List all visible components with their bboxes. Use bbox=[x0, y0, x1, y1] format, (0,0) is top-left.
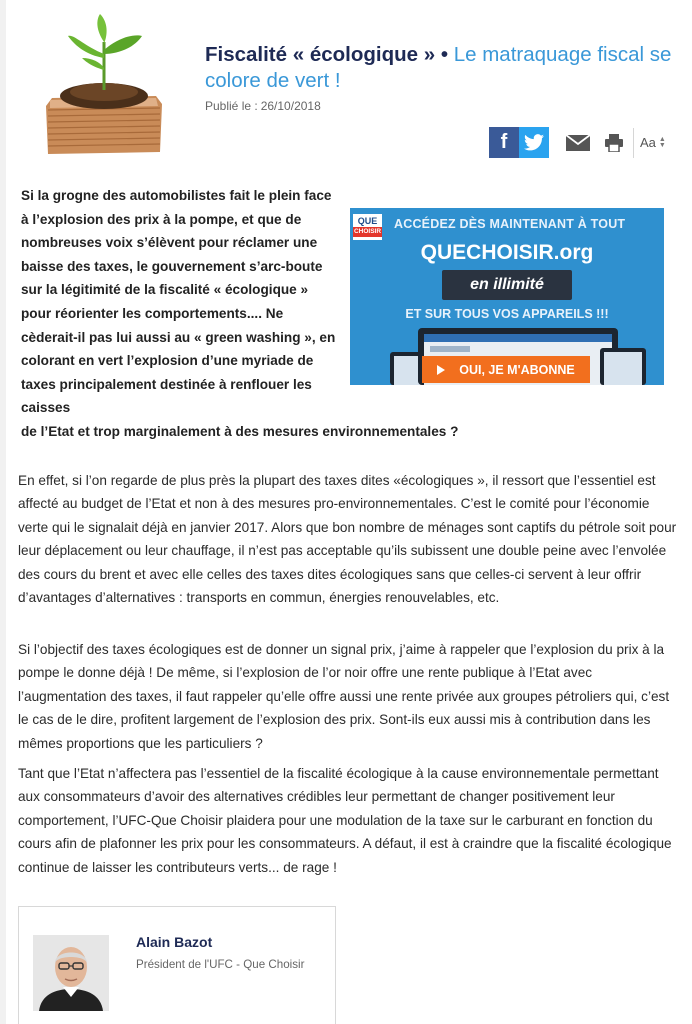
title-separator: • bbox=[440, 43, 449, 66]
play-arrow-icon bbox=[437, 365, 445, 375]
author-avatar bbox=[33, 935, 109, 1011]
printer-icon bbox=[604, 134, 624, 152]
font-size-arrows-icon: ▲ ▼ bbox=[658, 135, 666, 149]
subscribe-button[interactable] bbox=[422, 356, 590, 383]
article-lead-wrap bbox=[21, 184, 341, 420]
author-role: Président de l'UFC - Que Choisir bbox=[136, 958, 305, 971]
lead-last-line: de l’Etat et trop marginalement à des mesures environnementales ? bbox=[21, 423, 459, 439]
envelope-icon bbox=[566, 135, 590, 151]
publication-date-label: Publié le : bbox=[205, 99, 258, 113]
lead-segment: Si la grogne des automobilistes fait le plein face à l’explosion des prix à la pompe, et que de nombreuses voix s’élèvent pour réclamer une baisse des taxes, le gouvernement s’arc-boute sur la légitimité de la fiscalité « écologique » pour réorienter les comportements.... Ne cèderait-il pas lui aussi au « green washing », en colorant en vert l’explosion d’une myriade de taxes principalement destinée à renflouer les caisses bbox=[21, 188, 336, 416]
ad-unlimited-badge: en illimité bbox=[442, 270, 572, 300]
facebook-icon: f bbox=[500, 131, 508, 153]
twitter-share-button[interactable] bbox=[519, 127, 549, 158]
facebook-share-button[interactable] bbox=[489, 127, 519, 158]
money-plant-illustration bbox=[44, 6, 164, 158]
article-paragraph-3: Tant que l’Etat n’affectera pas l’essentiel de la fiscalité écologique à la cause environnementale permettant aux consommateurs d’avoir des alternatives crédibles leur permettant de changer positivement leur comportement, l’UFC-Que Choisir plaidera pour une modulation de la taxe sur le carburant en fonction du cours afin de plafonner les prix pour les consommateurs. A défaut, il est à craindre que la fiscalité écologique continue de laisser les contributeurs verts... de rage ! bbox=[18, 766, 672, 875]
logo-text-bottom: CHOISIR bbox=[353, 228, 382, 235]
print-button[interactable] bbox=[599, 127, 629, 158]
ad-brand: QUECHOISIR.org bbox=[420, 241, 594, 264]
font-size-toggle[interactable] bbox=[640, 135, 666, 150]
title-main: Fiscalité « écologique » bbox=[205, 43, 436, 66]
publication-date bbox=[205, 99, 321, 113]
article-title bbox=[205, 42, 685, 94]
que-choisir-logo bbox=[353, 214, 382, 240]
twitter-icon bbox=[524, 134, 544, 151]
article-paragraph-1: En effet, si l’on regarde de plus près la plupart des taxes dites «écologiques », il ressort que l’essentiel est affecté au budget de l’Etat et non à des mesures pro-environnementales. C’est le comité pour l’économie verte qui le signalait déjà en janvier 2017. Alors que bon nombre de ménages sont captifs du pétrole soit pour leur déplacement ou leur chauffage, il n’est pas acceptable qu’ils subissent une double peine avec l’envolée des cours du brent et avec elle celles des taxes dites écologiques sans que celles-ci servent à leur offrir d’avantages d’alternatives : transports en commun, énergies renouvelables, etc. bbox=[18, 473, 677, 606]
title-subtitle: Le matraquage fiscal se colore de vert ! bbox=[205, 43, 672, 92]
author-name[interactable]: Alain Bazot bbox=[136, 934, 213, 950]
subscribe-button-label: OUI, JE M'ABONNE bbox=[459, 362, 575, 377]
toolbar-divider bbox=[633, 128, 634, 158]
font-size-label: Aa bbox=[640, 135, 656, 150]
email-share-button[interactable] bbox=[563, 127, 593, 158]
logo-text-top: QUE bbox=[357, 216, 378, 226]
share-toolbar bbox=[489, 127, 666, 158]
publication-date-value: 26/10/2018 bbox=[260, 99, 321, 113]
ad-headline: ACCÉDEZ DÈS MAINTENANT À TOUT bbox=[394, 217, 626, 231]
subscription-ad-banner[interactable] bbox=[350, 208, 664, 385]
ad-devices-text: ET SUR TOUS VOS APPAREILS !!! bbox=[405, 307, 609, 321]
left-border bbox=[0, 0, 6, 1024]
article-paragraph-2: Si l’objectif des taxes écologiques est de donner un signal prix, j’aime à rappeler que l’explosion du prix à la pompe le donne déjà ! De même, si l’explosion de l’or noir offre une rente publique à l’Etat avec l’augmentation des taxes, il faut rappeler qu’elle offre aussi une rente privée aux groupes pétroliers qui, c’est le cas de le dire, profitent largement de l’explosion des prix. Sont-ils eux aussi mis à contribution dans les mêmes proportions que les particuliers ? bbox=[18, 642, 670, 751]
author-card bbox=[18, 906, 336, 1024]
